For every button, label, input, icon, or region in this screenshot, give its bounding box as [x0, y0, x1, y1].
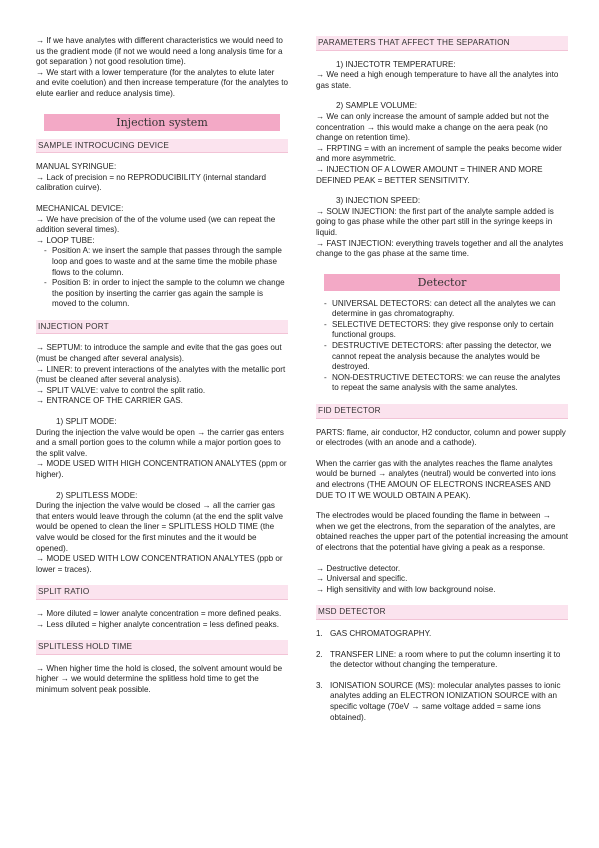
- fid-bullet: → High sensitivity and with low background noise.: [316, 584, 496, 594]
- split-mode-use: → MODE USED WITH HIGH CONCENTRATION ANALYTES (ppm or higher).: [36, 459, 287, 479]
- injection-port-heading: INJECTION PORT: [36, 320, 288, 335]
- list-item: - SELECTIVE DETECTORS: they give response only to certain functional groups.: [316, 320, 568, 341]
- list-item: - Position A: we insert the sample that passes through the sample loop and goes to waste and at the same time the mobile phase flows to the column.: [36, 246, 288, 278]
- fid-heading: FID DETECTOR: [316, 404, 568, 419]
- params-heading: PARAMETERS THAT AFFECT THE SEPARATION: [316, 36, 568, 51]
- sample-volume-title: 2) SAMPLE VOLUME:: [336, 101, 417, 111]
- hold-time-text: → When higher time the hold is closed, the solvent amount would be higher → we would determine the splitless hold time to get the minimum solvent peak possible.: [36, 663, 283, 694]
- fid-bullet: → Destructive detector.: [316, 563, 401, 573]
- manual-syringe-title: MANUAL SYRINGUE:: [36, 162, 117, 172]
- splitless-mode-text: During the injection the valve would be closed → all the carrier gas that enters would leave through the column (at the end the split valve would be opened to clean the liner = SPLITLESS HOLD TIME (the valve would be closed for the first minutes and the it would be opened).: [36, 501, 284, 553]
- port-line: → SEPTUM: to introduce the sample and evite that the gas goes out (must be changed after several analysis).: [36, 343, 282, 364]
- msd-list: [316, 629, 568, 723]
- sample-volume-line: → INJECTION OF A LOWER AMOUNT = THINER AND MORE DEFINED PEAK = BETTER SENSITIVITY.: [316, 164, 543, 185]
- list-item: - UNIVERSAL DETECTORS: can detect all the analytes we can determine in gas chromatography.: [316, 299, 568, 320]
- fid-parts: PARTS: flame, air conductor, H2 conductor, column and power supply or electrodes (with an anode and a cathode).: [316, 427, 566, 448]
- right-column: [316, 36, 568, 733]
- mechanical-device-title: MECHANICAL DEVICE:: [36, 203, 124, 213]
- sample-device-heading: SAMPLE INTROCUCING DEVICE: [36, 139, 288, 154]
- split-ratio-heading: SPLIT RATIO: [36, 585, 288, 600]
- intro-paragraph: → We start with a lower temperature (for the analytes to elute later and evite coelution) and then increase temperature (for the analytes to elute earlier and reduce analysis time).: [36, 67, 288, 98]
- sample-volume-line: → FRPTING = with an increment of sample the peaks become wider and more asymmetric.: [316, 143, 562, 164]
- injection-speed-line: → SOLW INJECTION: the first part of the analyte sample added is going to gas phase while the other part still in the syringe keeps in liquid.: [316, 206, 554, 237]
- hold-time-heading: SPLITLESS HOLD TIME: [36, 640, 288, 655]
- mechanical-device-text: → We have precision of the of the volume used (we can repeat the addition several times).: [36, 214, 276, 235]
- detector-types-list: [316, 299, 568, 394]
- fid-paragraph: When the carrier gas with the analytes reaches the flame analytes would be burned → analytes (neutral) would be converted into ions and electrons (THE AMOUN OF ELECTRONS INCREASES AND DUE TO IT WE WOULD OBTAIN A PEAK).: [316, 458, 556, 500]
- detector-title: Detector: [324, 274, 560, 291]
- intro-paragraph: → If we have analytes with different characteristics we would need to us the gradient mode (if not we would need a long analysis time for a got separation ) not good resolution time).: [36, 36, 283, 67]
- list-item: 2. TRANSFER LINE: a room where to put the column inserting it to the detector without changing the temperature.: [316, 649, 561, 670]
- injector-temp-text: → We need a high enough temperature to have all the analytes into gas state.: [316, 70, 559, 90]
- injection-speed-line: → FAST INJECTION: everything travels together and all the analytes change to the gas phase at the same time.: [316, 238, 564, 259]
- port-line: → ENTRANCE OF THE CARRIER GAS.: [36, 396, 183, 406]
- splitless-mode-title: 2) SPLITLESS MODE:: [56, 490, 138, 500]
- injection-speed-title: 3) INJECTION SPEED:: [336, 196, 421, 206]
- port-line: → LINER: to prevent interactions of the analytes with the metallic port (must be cleaned after several analysis).: [36, 364, 286, 385]
- list-item: - DESTRUCTIVE DETECTORS: after passing the detector, we cannot repeat the analysis because the analytes would be destroyed.: [316, 341, 568, 373]
- fid-paragraph: The electrodes would be placed founding the flame in between → when we get the electrons, from the separation of the analytes, are obtained reaches the upper part of the potential increasing the amount of electrons that the potential have giving a peak as a response.: [316, 511, 568, 552]
- split-ratio-line: → Less diluted = higher analyte concentration = less defined peaks.: [36, 619, 279, 629]
- left-column: [36, 36, 288, 696]
- list-item: 1. GAS CHROMATOGRAPHY.: [316, 628, 432, 638]
- list-item: - NON-DESTRUCTIVE DETECTORS: we can reuse the analytes to repeat the same analysis with the same analytes.: [316, 373, 568, 394]
- msd-heading: MSD DETECTOR: [316, 605, 568, 620]
- injection-system-title: Injection system: [44, 114, 280, 131]
- list-item: - Position B: in order to inject the sample to the column we change the position by inserting the carrier gas again the sample is moved to the column.: [36, 278, 288, 310]
- loop-tube-title: → LOOP TUBE:: [36, 235, 95, 245]
- sample-volume-line: → We can only increase the amount of sample added but not the concentration → this would make a change on the aera peak (no change on retention time).: [316, 111, 549, 143]
- port-line: → SPLIT VALVE: valve to control the split ratio.: [36, 385, 206, 395]
- list-item: 3. IONISATION SOURCE (MS): molecular analytes passes to ionic analytes adding an ELECTRON IONIZATION SOURCE with an specific voltage (70eV → same voltage added = same ions obtained).: [316, 680, 561, 722]
- splitless-mode-use: → MODE USED WITH LOW CONCENTRATION ANALYTES (ppb or lower = traces).: [36, 554, 283, 574]
- fid-bullet: → Universal and specific.: [316, 574, 408, 584]
- split-mode-text: During the injection the valve would be open → the carrier gas enters and a small portion goes to the column while a major portion goes to the split valve.: [36, 427, 284, 458]
- injector-temp-title: 1) INJECTOTR TEMPERATURE:: [336, 59, 456, 69]
- split-mode-title: 1) SPLIT MODE:: [56, 417, 117, 427]
- manual-syringe-text: → Lack of precision = no REPRODUCIBILITY (internal standard calibration cuirve).: [36, 172, 266, 193]
- split-ratio-line: → More diluted = lower analyte concentration = more defined peaks.: [36, 608, 282, 618]
- loop-tube-list: [36, 246, 288, 310]
